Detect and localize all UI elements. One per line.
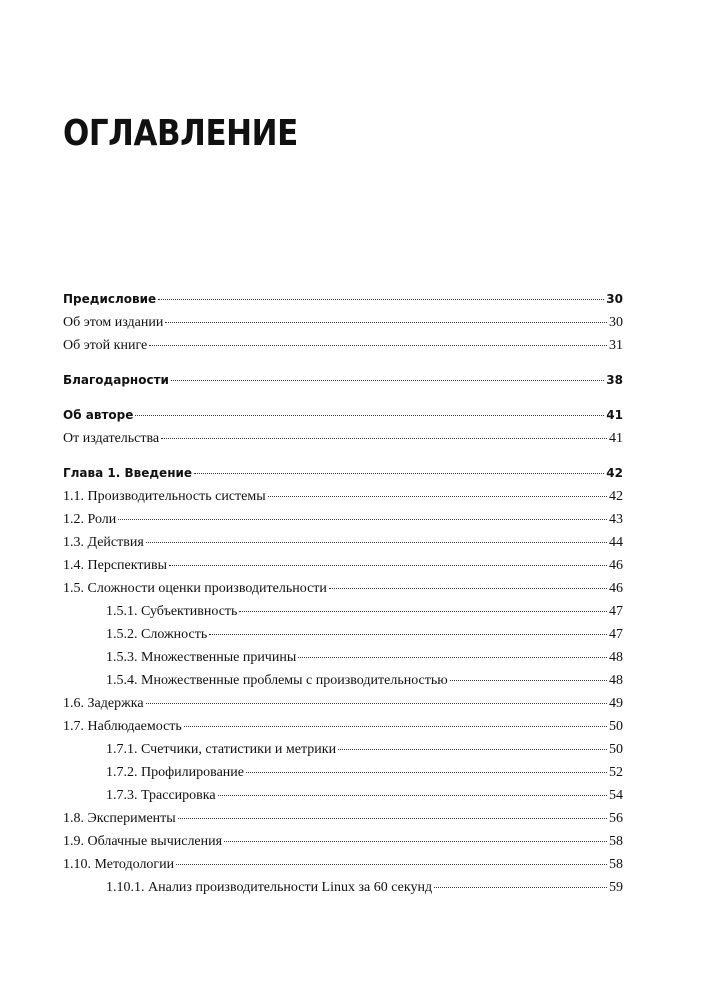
toc-entry[interactable] [63,761,623,784]
toc-entry[interactable] [63,784,623,807]
toc-entry-page: 42 [606,466,623,480]
toc-entry[interactable] [63,404,623,427]
toc-entry[interactable] [63,508,623,531]
toc-entry-page: 31 [609,338,623,353]
dot-leader [149,345,607,346]
toc-entry-page: 56 [609,811,623,826]
toc-entry-page: 30 [609,315,623,330]
toc-entry[interactable] [63,830,623,853]
toc-entry[interactable] [63,554,623,577]
toc-entry-label: 1.5.2. Сложность [106,627,208,642]
toc-entry-page: 44 [609,535,623,550]
dot-leader [146,542,607,543]
dot-leader [176,864,607,865]
dot-leader [118,519,607,520]
toc-entry-label: От издательства [63,431,160,446]
toc-entry[interactable] [63,646,623,669]
toc-entry-page: 52 [609,765,623,780]
toc-entry[interactable] [63,669,623,692]
toc-entry-label: 1.9. Облачные вычисления [63,834,223,849]
dot-leader [268,496,607,497]
toc-entry-page: 47 [609,604,623,619]
page-title: ОГЛАВЛЕНИЕ [63,113,298,154]
toc-entry[interactable] [63,692,623,715]
toc-entry-label: 1.5. Сложности оценки производительности [63,581,327,596]
toc-entry-label: Об авторе [63,408,134,422]
toc-entry-label: 1.5.4. Множественные проблемы с производительностью [106,673,448,688]
toc-entry-label: 1.3. Действия [63,535,144,550]
toc-entry-page: 46 [609,558,623,573]
dot-leader [209,634,607,635]
toc-entry[interactable] [63,334,623,357]
toc-entry[interactable] [63,485,623,508]
toc-entry-page: 43 [609,512,623,527]
toc-entry-page: 50 [609,719,623,734]
dot-leader [329,588,607,589]
toc-entry[interactable] [63,853,623,876]
dot-leader [158,299,604,300]
toc-entry-label: 1.4. Перспективы [63,558,167,573]
toc-entry[interactable] [63,577,623,600]
toc-entry-page: 59 [609,880,623,895]
toc-entry-label: Глава 1. Введение [63,466,193,480]
dot-leader [169,565,607,566]
toc-entry-page: 41 [606,408,623,422]
toc-entry[interactable] [63,462,623,485]
dot-leader [434,887,607,888]
dot-leader [178,818,607,819]
toc-entry-label: 1.5.1. Субъективность [106,604,238,619]
toc-entry[interactable] [63,738,623,761]
toc-entry-label: 1.8. Эксперименты [63,811,176,826]
toc-entry-label: 1.7.2. Профилирование [106,765,244,780]
toc-entry[interactable] [63,311,623,334]
toc-entry[interactable] [63,715,623,738]
toc-entry[interactable] [63,623,623,646]
toc-entry-label: Предисловие [63,292,157,306]
toc-entry-label: Об этой книге [63,338,148,353]
toc-entry-label: 1.1. Производительность системы [63,489,266,504]
toc-entry-page: 49 [609,696,623,711]
dot-leader [146,703,607,704]
dot-leader [165,322,607,323]
toc-entry-label: 1.7.3. Трассировка [106,788,216,803]
toc-entry-label: Благодарности [63,373,169,387]
toc-entry-page: 41 [609,431,623,446]
toc-entry-page: 48 [609,650,623,665]
toc-entry-page: 30 [606,292,623,306]
toc-entry[interactable] [63,600,623,623]
toc-entry-page: 58 [609,834,623,849]
toc-entry[interactable] [63,427,623,450]
toc-entry-page: 54 [609,788,623,803]
dot-leader [338,749,607,750]
toc-entry-label: 1.10. Методологии [63,857,175,872]
toc-entry-label: 1.2. Роли [63,512,117,527]
toc-entry-page: 42 [609,489,623,504]
toc-entry[interactable] [63,807,623,830]
toc-entry-label: 1.7.1. Счетчики, статистики и метрики [106,742,337,757]
dot-leader [161,438,607,439]
toc-entry-label: Об этом издании [63,315,164,330]
toc-entry-label: 1.10.1. Анализ производительности Linux за 60 секунд [106,880,433,895]
toc-entry-page: 48 [609,673,623,688]
dot-leader [246,772,607,773]
toc-entry-page: 58 [609,857,623,872]
toc-entry[interactable] [63,876,623,899]
toc-entry[interactable] [63,531,623,554]
toc-entry-page: 47 [609,627,623,642]
toc-entry-label: 1.7. Наблюдаемость [63,719,182,734]
dot-leader [184,726,607,727]
toc-entry-label: 1.5.3. Множественные причины [106,650,297,665]
dot-leader [171,380,604,381]
dot-leader [450,680,607,681]
dot-leader [135,415,604,416]
toc-entry-label: 1.6. Задержка [63,696,144,711]
dot-leader [224,841,607,842]
toc-entry-page: 50 [609,742,623,757]
dot-leader [298,657,607,658]
table-of-contents [63,288,623,899]
toc-entry[interactable] [63,369,623,392]
toc-entry-page: 46 [609,581,623,596]
dot-leader [194,473,604,474]
toc-entry-page: 38 [606,373,623,387]
dot-leader [218,795,607,796]
toc-entry[interactable] [63,288,623,311]
dot-leader [239,611,607,612]
